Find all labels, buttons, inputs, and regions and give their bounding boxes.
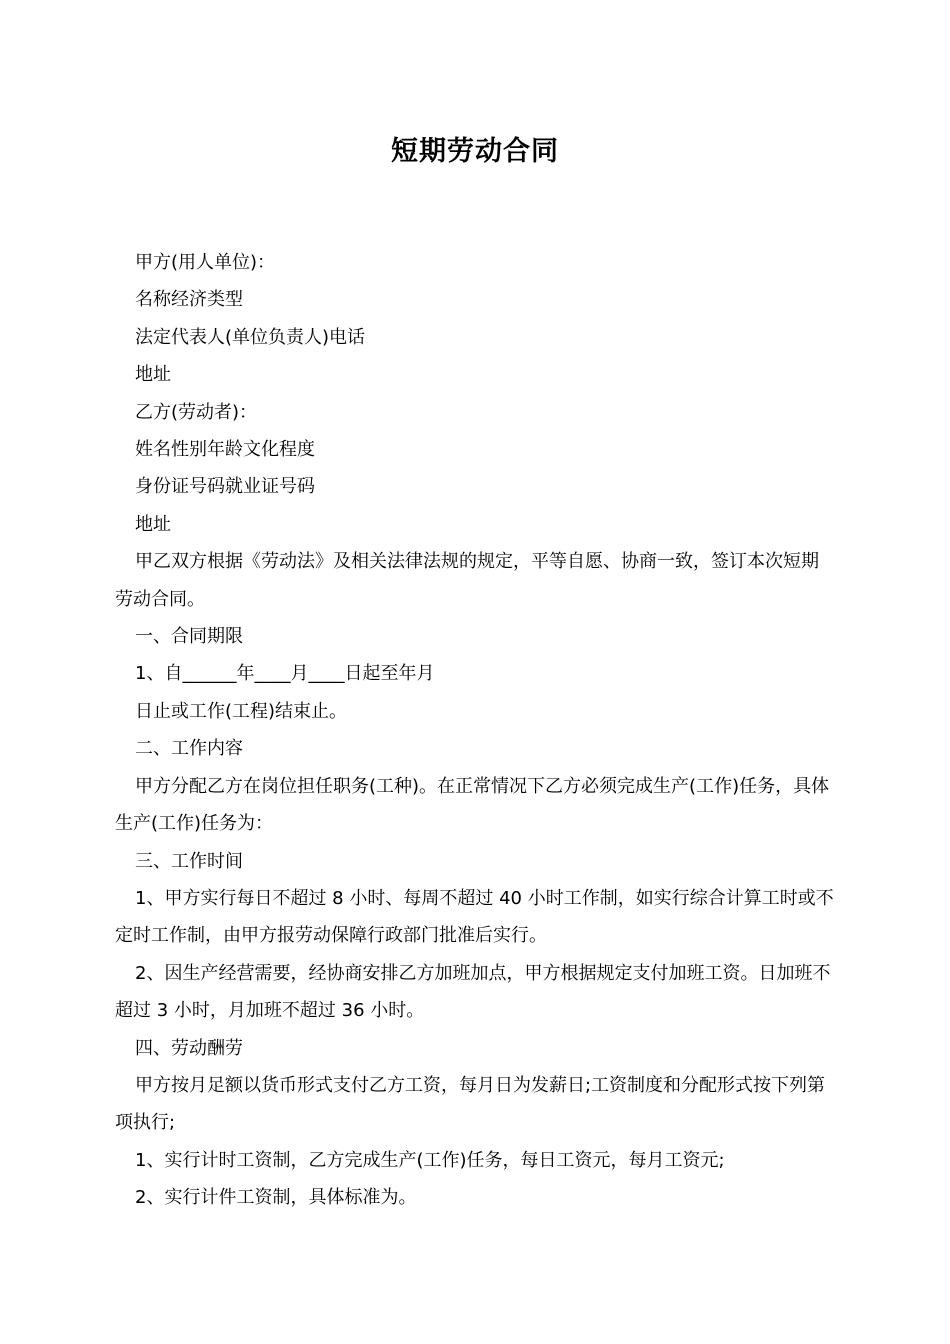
section-heading-work-time: 三、工作时间 xyxy=(135,850,243,872)
work-content-paragraph: 甲方分配乙方在岗位担任职务(工种)。在正常情况下乙方必须完成生产(工作)任务，具体生产(工作)任务为： xyxy=(115,775,830,835)
party-b-heading: 乙方(劳动者)： xyxy=(135,401,258,423)
preamble-paragraph: 甲乙双方根据《劳动法》及相关法律法规的规定，平等自愿、协商一致，签订本次短期劳动合同。 xyxy=(115,551,819,610)
term-clause-1-end: 日止或工作(工程)结束止。 xyxy=(135,700,348,722)
remuneration-paragraph: 甲方按月足额以货币形式支付乙方工资，每月日为发薪日;工资制度和分配形式按下列第项执行; xyxy=(115,1074,826,1134)
remuneration-clause-2: 2、实行计件工资制，具体标准为。 xyxy=(135,1187,417,1209)
party-b-id-numbers: 身份证号码就业证号码 xyxy=(135,476,315,498)
party-b-address: 地址 xyxy=(135,513,171,535)
document-title: 短期劳动合同 xyxy=(391,136,559,167)
section-heading-work-content: 二、工作内容 xyxy=(135,738,243,760)
work-time-clause-2: 2、因生产经营需要，经协商安排乙方加班加点，甲方根据规定支付加班工资。日加班不超过 3 小时，月加班不超过 36 小时。 xyxy=(115,962,831,1022)
party-a-name-type: 名称经济类型 xyxy=(135,289,243,311)
party-b-personal-info: 姓名性别年龄文化程度 xyxy=(135,439,315,461)
remuneration-clause-1: 1、实行计时工资制，乙方完成生产(工作)任务，每日工资元，每月工资元; xyxy=(135,1149,725,1171)
party-a-heading: 甲方(用人单位)： xyxy=(135,252,276,273)
document-body xyxy=(115,244,835,1217)
section-heading-term: 一、合同期限 xyxy=(135,626,243,648)
party-a-representative: 法定代表人(单位负责人)电话 xyxy=(135,326,366,348)
party-a-address: 地址 xyxy=(135,364,171,386)
section-heading-remuneration: 四、劳动酬劳 xyxy=(135,1037,243,1059)
term-clause-1: 1、自______年____月____日起至年月 xyxy=(135,663,435,685)
work-time-clause-1: 1、甲方实行每日不超过 8 小时、每周不超过 40 小时工作制，如实行综合计算工时或不定时工作制，由甲方报劳动保障行政部门批准后实行。 xyxy=(115,887,834,947)
